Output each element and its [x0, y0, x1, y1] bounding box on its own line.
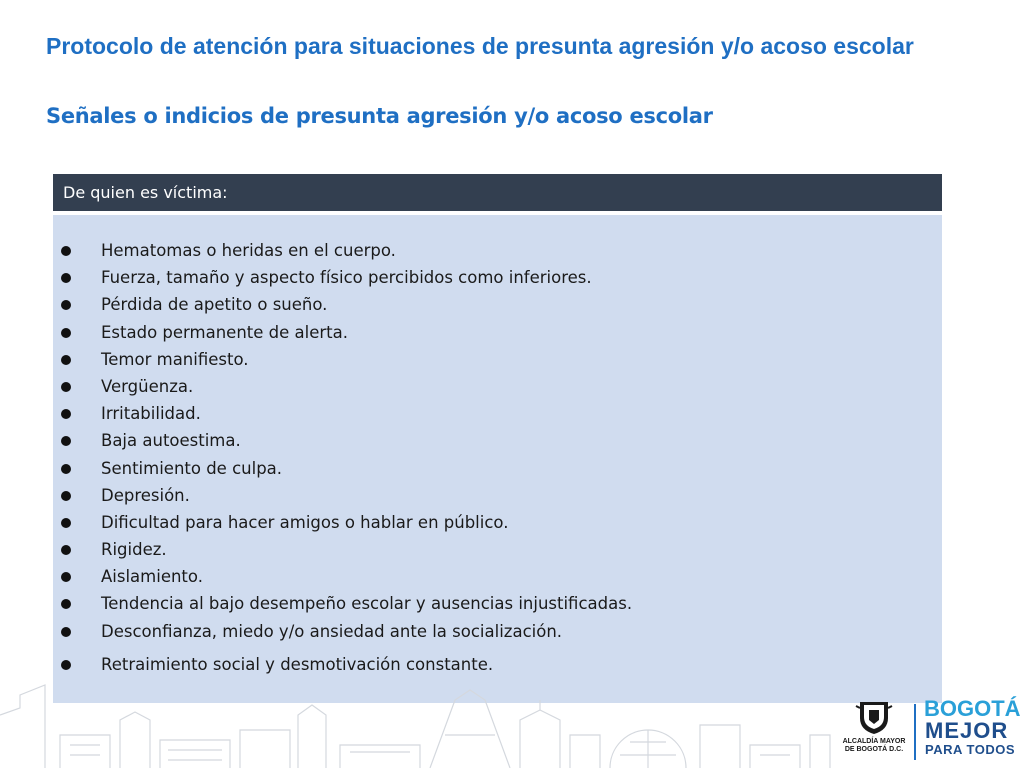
list-item [53, 291, 942, 318]
list-item [53, 563, 942, 590]
list-item-text: Irritabilidad. [101, 404, 201, 424]
brand-line-2: MEJOR [925, 718, 1009, 743]
slide-title: Protocolo de atención para situaciones de presunta agresión y/o acoso escolar [46, 33, 914, 59]
bullet-icon [61, 273, 71, 283]
card-body [53, 215, 942, 703]
bullet-icon [61, 572, 71, 582]
bullet-icon [61, 409, 71, 419]
list-item [53, 427, 942, 454]
coat-of-arms-icon [834, 696, 914, 736]
list-item-text: Fuerza, tamaño y aspecto físico percibidos como inferiores. [101, 268, 592, 288]
list-item [53, 373, 942, 400]
alcaldia-line-1: ALCALDÍA MAYOR [842, 738, 906, 745]
list-item [53, 536, 942, 563]
list-item-text: Dificultad para hacer amigos o hablar en público. [101, 512, 509, 532]
list-item [53, 618, 942, 645]
list-item [53, 400, 942, 427]
bullet-icon [61, 518, 71, 528]
list-item [53, 346, 942, 373]
list-item-text: Vergüenza. [101, 376, 194, 396]
list-item-text: Tendencia al bajo desempeño escolar y ausencias injustificadas. [101, 594, 633, 614]
list-item-text: Desconfianza, miedo y/o ansiedad ante la socialización. [101, 621, 563, 641]
bullet-icon [61, 599, 71, 609]
bullet-icon [61, 382, 71, 392]
alcaldia-label [834, 738, 914, 754]
bullet-icon [61, 355, 71, 365]
list-item [53, 237, 942, 264]
signs-list [53, 237, 942, 678]
list-item [53, 590, 942, 617]
brand-line-3: PARA TODOS [925, 742, 1015, 757]
card-header: De quien es víctima: [53, 174, 942, 211]
list-item-text: Temor manifiesto. [101, 349, 249, 369]
list-item-text: Sentimiento de culpa. [101, 458, 283, 478]
list-item-text: Rigidez. [101, 540, 167, 560]
list-item-text: Aislamiento. [101, 567, 203, 587]
brand-word: BOGOTÁ [924, 696, 1021, 721]
list-item [53, 455, 942, 482]
bullet-icon [61, 246, 71, 256]
list-item-text: Depresión. [101, 485, 190, 505]
bullet-icon [61, 328, 71, 338]
bullet-icon [61, 436, 71, 446]
list-item [53, 482, 942, 509]
bullet-icon [61, 464, 71, 474]
list-item [53, 509, 942, 536]
list-item [53, 264, 942, 291]
bullet-icon [61, 545, 71, 555]
list-item [53, 319, 942, 346]
list-item-text: Pérdida de apetito o sueño. [101, 295, 328, 315]
list-item-text: Baja autoestima. [101, 431, 241, 451]
bullet-icon [61, 491, 71, 501]
bullet-icon [61, 627, 71, 637]
list-item-text: Estado permanente de alerta. [101, 322, 348, 342]
list-item-text: Hematomas o heridas en el cuerpo. [101, 241, 396, 260]
slide-subtitle: Señales o indicios de presunta agresión y/o acoso escolar [46, 104, 713, 128]
logo-divider [914, 704, 916, 760]
victim-signs-card [53, 174, 942, 703]
alcaldia-line-2: DE BOGOTÁ D.C. [844, 746, 904, 753]
footer-logos [834, 696, 1020, 766]
bullet-icon [61, 300, 71, 310]
list-item-text: Retraimiento social y desmotivación constante. [101, 654, 494, 674]
